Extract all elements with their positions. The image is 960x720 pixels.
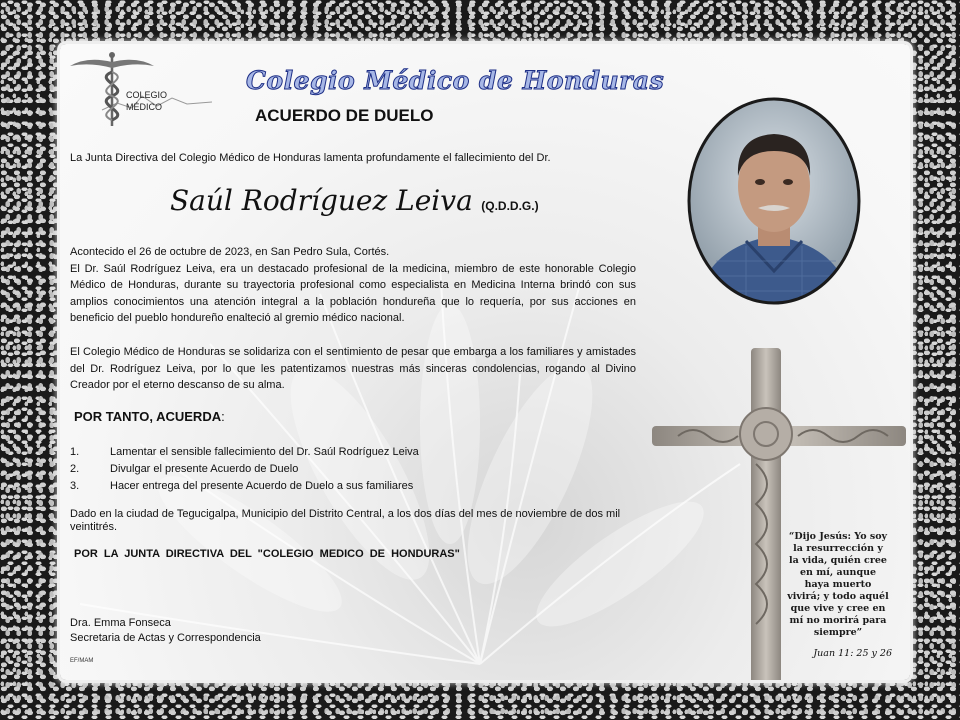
given-statement: Dado en la ciudad de Tegucigalpa, Municipio del Distrito Central, a los dos días del mes de noviembre de dos mil veintitrés. <box>70 508 621 533</box>
list-item <box>70 478 419 495</box>
junta-statement: POR LA JUNTA DIRECTIVA DEL "COLEGIO MEDICO DE HONDURAS" <box>74 548 460 560</box>
logo-text-medico: MÉDICO <box>126 102 162 112</box>
resolution-heading-colon: : <box>221 409 225 424</box>
paragraph-biography-line1: Acontecido el 26 de octubre de 2023, en San Pedro Sula, Cortés. <box>70 246 390 258</box>
logo-text-colegio: COLEGIO <box>126 90 168 100</box>
bible-verse-reference: Juan 11: 25 y 26 <box>813 648 892 659</box>
deceased-portrait <box>686 96 862 306</box>
signature-block <box>70 616 261 646</box>
resolution-heading <box>74 409 225 424</box>
reference-initials: EF/MAM <box>70 658 94 664</box>
signatory-role: Secretaria de Actas y Correspondencia <box>70 632 261 644</box>
list-item-number: 1. <box>70 446 80 458</box>
deceased-suffix: (Q.D.D.G.) <box>481 199 539 213</box>
paragraph-biography-body: El Dr. Saúl Rodríguez Leiva, era un destacado profesional de la medicina, miembro de este honorable Colegio Médico de Honduras, durante su trayectoria profesional como especialista en Medicina Interna brindó con sus amplios conocimientos una atención integral a la población hondureña que lo requería, por sus acciones en beneficio del pueblo hondureño enalteció al gremio médico nacional. <box>70 262 636 324</box>
document-title: ACUERDO DE DUELO <box>255 106 434 125</box>
list-item-text: Divulgar el presente Acuerdo de Duelo <box>110 463 299 475</box>
list-item-text: Lamentar el sensible fallecimiento del Dr. Saúl Rodríguez Leiva <box>110 446 419 458</box>
document-page <box>60 44 910 680</box>
list-item-number: 3. <box>70 480 80 492</box>
list-item-number: 2. <box>70 463 80 475</box>
list-item-text: Hacer entrega del presente Acuerdo de Duelo a sus familiares <box>110 480 414 492</box>
resolution-list <box>70 444 419 495</box>
resolution-heading-text: POR TANTO, ACUERDA <box>74 409 222 424</box>
brand-wordmark: Colegio Médico de Honduras <box>246 66 665 95</box>
deceased-name: Saúl Rodríguez Leiva <box>170 184 473 217</box>
paragraph-biography <box>70 244 636 327</box>
list-item <box>70 461 419 478</box>
intro-text: La Junta Directiva del Colegio Médico de Honduras lamenta profundamente el fallecimiento del Dr. <box>70 152 551 164</box>
signatory-name: Dra. Emma Fonseca <box>70 617 171 629</box>
list-item <box>70 444 419 461</box>
paragraph-condolences: El Colegio Médico de Honduras se solidariza con el sentimiento de pesar que embarga a los familiares y amistades del Dr. Rodríguez Leiva, por lo que les patentizamos nuestras más sinceras condolencias, rogando al Divino Creador por el eterno descanso de su alma. <box>70 346 636 391</box>
bible-verse: “Dijo Jesús: Yo soy la resurrección y la vida, quién cree en mí, aunque haya muerto vivirá; y todo aquél que vive y cree en mí no morirá para siempre” <box>787 531 889 638</box>
caduceus-logo <box>62 48 212 128</box>
deceased-name-line <box>170 184 539 217</box>
